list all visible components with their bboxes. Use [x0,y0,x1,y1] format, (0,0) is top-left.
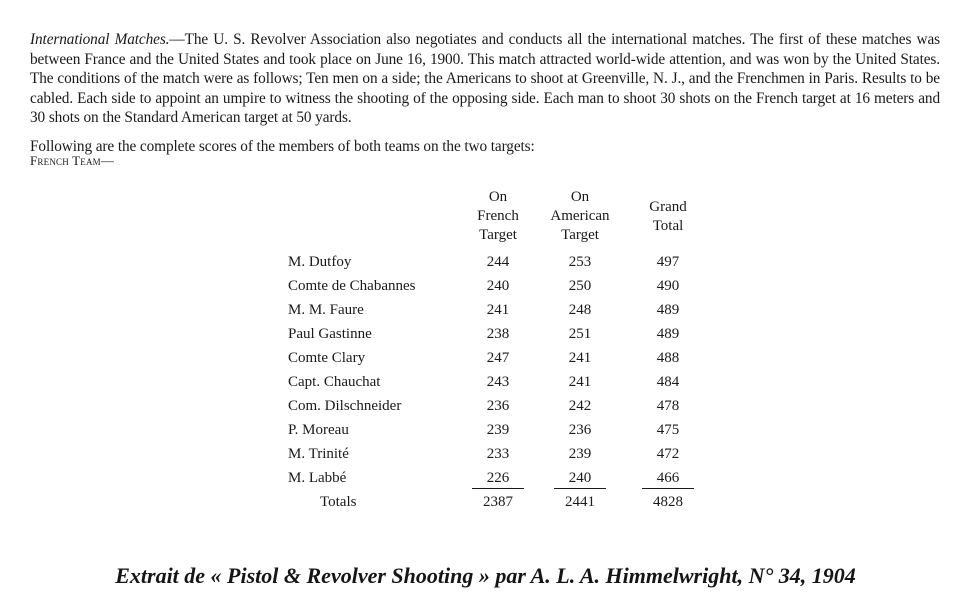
shooter-name: P. Moreau [288,422,349,438]
paragraph-body: —The U. S. Revolver Association also negotiates and conducts all the international matches. The first of these matches was between France and the United States and took place on June 16, 1900. This match attracted world-wide attention, and was won by the United States. The conditions of the match were as follows; Ten men on a side; the Americans to shoot at Greenville, N. J., and the Frenchmen in Paris. Results to be cabled. Each side to appoint an umpire to witness the shooting of the opposing side. Each man to shoot 30 shots on the French target at 16 meters and 30 shots on the Standard American target at 50 yards. [30,31,940,126]
score-french: 226 [460,466,536,490]
score-french: 247 [486,350,510,366]
score-american: 239 [568,446,592,462]
scores-table [280,188,712,514]
table-row [280,250,712,274]
header-name-column [280,188,460,250]
score-total: 489 [656,302,680,318]
table-row [280,322,712,346]
score-french: 240 [486,278,510,294]
score-american: 240 [536,466,624,490]
shooter-name: Paul Gastinne [288,326,372,342]
score-total: 489 [656,326,680,342]
score-french: 244 [486,254,510,270]
score-total: 475 [656,422,680,438]
paragraph-international-matches [30,30,940,127]
score-total: 497 [656,254,680,270]
score-total: 484 [656,374,680,390]
table-header-row [280,188,712,250]
team-heading: French Team— [30,153,115,168]
table-row [280,418,712,442]
header-american-target: On American Target [550,189,610,243]
shooter-name: M. M. Faure [288,302,364,318]
totals-row [280,490,712,514]
score-french: 239 [486,422,510,438]
shooter-name: M. Trinité [288,446,349,462]
score-american: 242 [568,398,592,414]
score-total: 478 [656,398,680,414]
shooter-name: Capt. Chauchat [288,374,381,390]
table-row [280,442,712,466]
score-french: 236 [486,398,510,414]
score-total: 490 [656,278,680,294]
score-american: 241 [568,350,592,366]
score-total: 472 [656,446,680,462]
score-french: 243 [486,374,510,390]
paragraph-scores-intro: Following are the complete scores of the members of both teams on the two targets: [30,138,535,156]
total-french: 2387 [483,494,513,510]
source-caption: Extrait de « Pistol & Revolver Shooting » par A. L. A. Himmelwright, N° 34, 1904 [115,563,856,588]
table-row [280,346,712,370]
score-french: 241 [486,302,510,318]
score-american: 251 [568,326,592,342]
score-american: 248 [568,302,592,318]
shooter-name: Com. Dilschneider [288,398,402,414]
score-american: 253 [568,254,592,270]
totals-label: Totals [320,494,357,510]
table-row [280,274,712,298]
shooter-name: Comte Clary [288,350,366,366]
score-total: 466 [624,466,712,490]
header-french-target: On French Target [477,189,519,243]
total-grand: 4828 [653,494,683,510]
score-french: 238 [486,326,510,342]
table-row [280,394,712,418]
table-row [280,298,712,322]
score-total: 488 [656,350,680,366]
shooter-name: M. Dutfoy [288,254,352,270]
score-american: 236 [568,422,592,438]
score-french: 233 [486,446,510,462]
header-grand-total: Grand Total [649,198,687,234]
shooter-name: M. Labbé [288,470,347,486]
score-american: 241 [568,374,592,390]
table-row [280,370,712,394]
total-american: 2441 [565,494,595,510]
shooter-name: Comte de Chabannes [288,278,416,294]
run-in-heading: International Matches. [30,31,170,49]
score-american: 250 [568,278,592,294]
table-row [280,466,712,490]
